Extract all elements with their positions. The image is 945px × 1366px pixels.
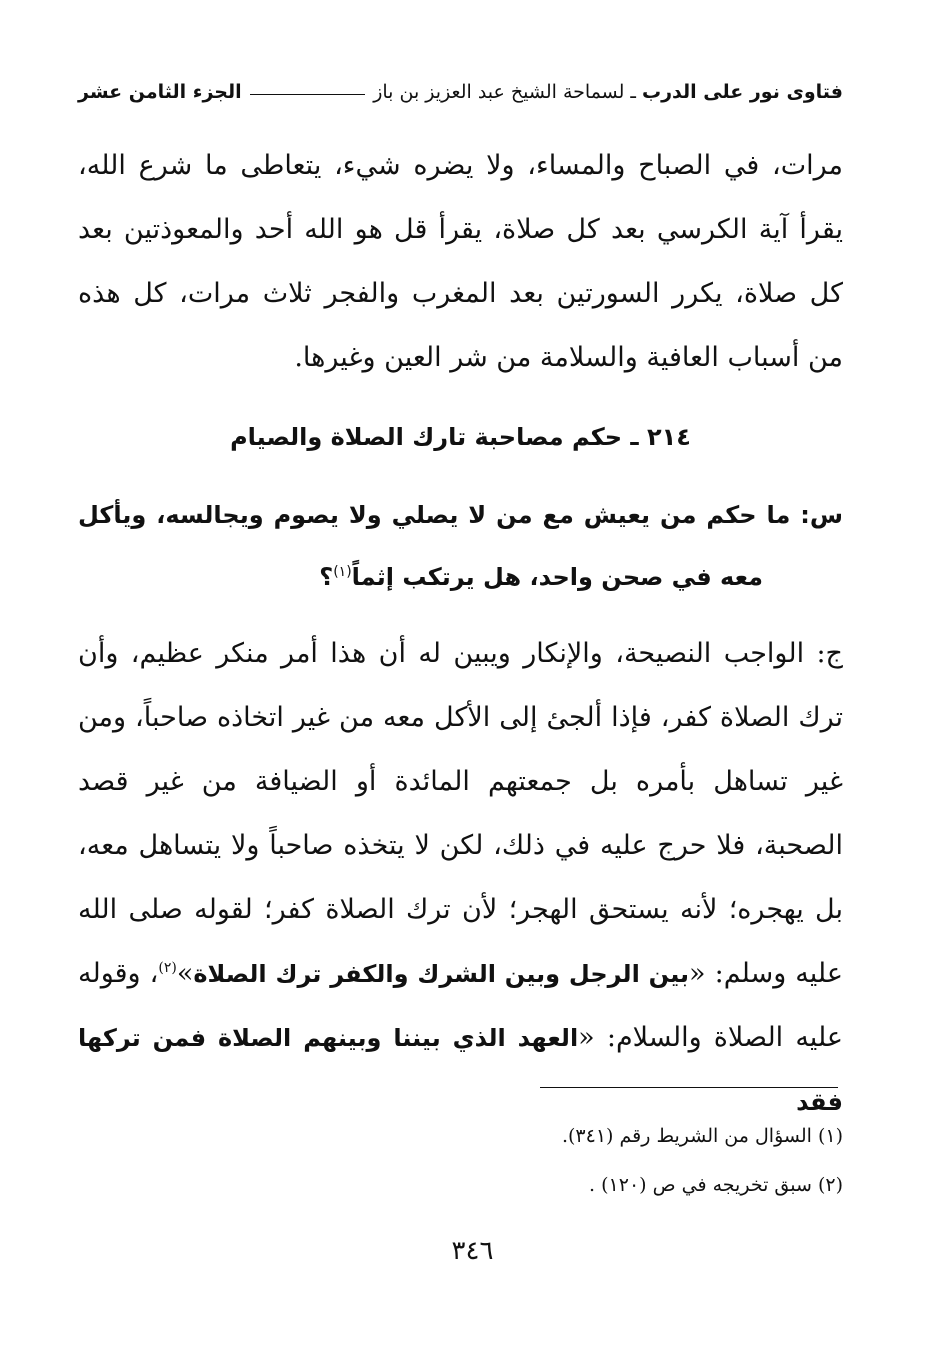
hadith-quote-2: العهد الذي بيننا وبينهم الصلاة فمن تركها فقد — [78, 1024, 843, 1116]
answer-paragraph — [78, 622, 843, 1134]
author-name: لسماحة الشيخ عبد العزيز بن باز — [373, 81, 625, 103]
volume-label: الجزء الثامن عشر — [78, 81, 242, 103]
answer-continuation: ، وقوله عليه الصلاة والسلام: « — [78, 958, 843, 1053]
page-number: ٣٤٦ — [451, 1236, 494, 1266]
footnote-ref-2: (٢) — [158, 960, 177, 976]
answer-text: ج: الواجب النصيحة، والإنكار ويبين له أن هذا أمر منكر عظيم، وأن ترك الصلاة كفر، فإذا ألجئ إلى الأكل معه من غير اتخاذه صاحباً، ومن غير تساهل بأمره بل جمعتهم المائدة أو الضيافة من غير قصد الصحبة، فلا حرج عليه في ذلك، لكن لا يتخذه صاحباً ولا يتساهل معه، بل يهجره؛ لأنه يستحق الهجر؛ لأن ترك الصلاة كفر؛ لقوله صلى الله عليه وسلم: « — [78, 638, 843, 989]
question-line-1: س: ما حكم من يعيش مع من لا يصلي ولا يصوم ويجالسه، ويأكل — [78, 501, 843, 529]
header-rule — [250, 94, 366, 95]
question-text-end: معه في صحن واحد، هل يرتكب إثماً — [351, 563, 763, 591]
hadith-quote-1: بين الرجل وبين الشرك والكفر ترك الصلاة — [193, 960, 690, 988]
footnote-2: (٢) سبق تخريجه في ص (١٢٠) . — [589, 1174, 843, 1196]
question-line-2 — [78, 546, 843, 608]
footnote-divider — [540, 1087, 838, 1088]
running-header — [78, 72, 843, 112]
quote-close: » — [176, 958, 194, 989]
header-separator: ـ — [630, 81, 636, 103]
question-mark: ؟ — [319, 563, 334, 591]
question-block — [78, 484, 843, 608]
footnotes — [78, 1112, 843, 1210]
footnote-1: (١) السؤال من الشريط رقم (٣٤١). — [561, 1125, 843, 1147]
paragraph-continuation: مرات، في الصباح والمساء، ولا يضره شيء، يتعاطى ما شرع الله، يقرأ آية الكرسي بعد كل صلاة، يقرأ قل هو الله أحد والمعوذتين بعد كل صلاة، يكرر السورتين بعد المغرب والفجر ثلاث مرات، كل هذه من أسباب العافية والسلامة من شر العين وغيرها. — [78, 150, 843, 373]
book-title: فتاوى نور على الدرب — [642, 81, 843, 103]
section-heading: ٢١٤ ـ حكم مصاحبة تارك الصلاة والصيام — [230, 423, 691, 451]
footnote-ref-1: (١) — [333, 564, 352, 580]
